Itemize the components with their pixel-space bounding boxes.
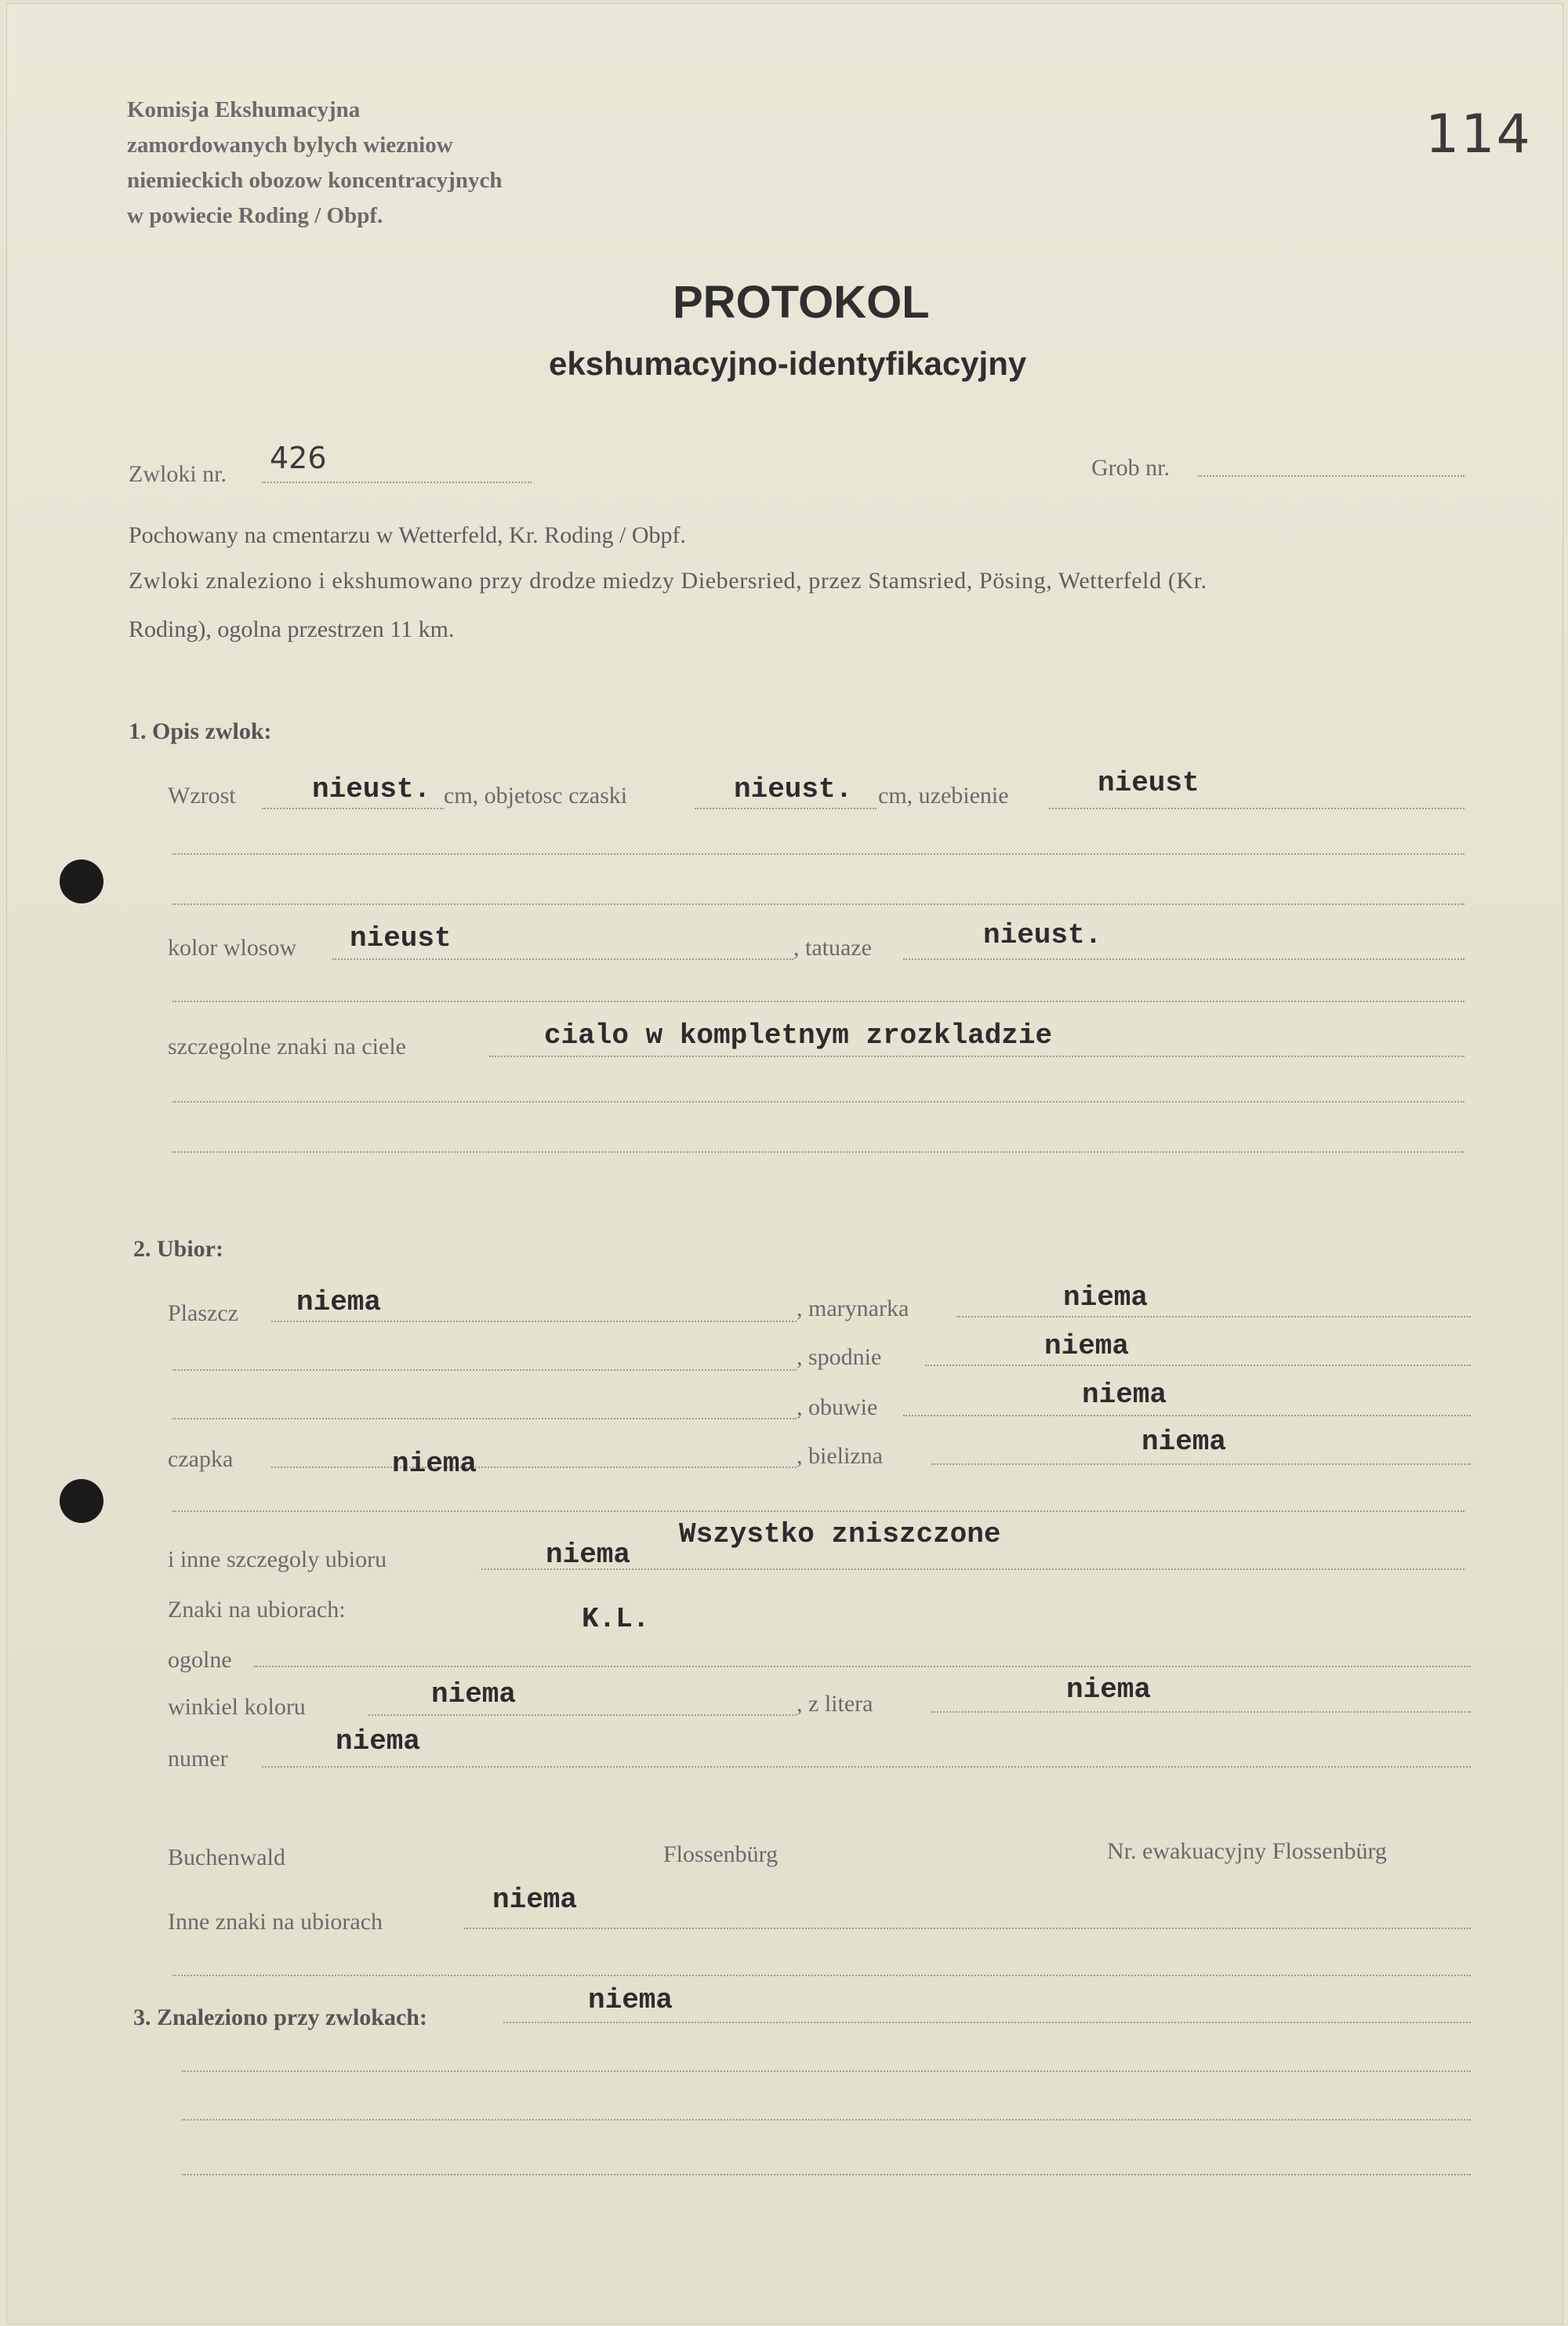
dotted-line	[262, 482, 532, 483]
plaszcz-label: Plaszcz	[168, 1300, 238, 1326]
dotted-line	[182, 2119, 1471, 2121]
marynarka-label: , marynarka	[797, 1296, 909, 1321]
dotted-line	[172, 1369, 797, 1371]
dotted-line	[903, 1415, 1471, 1416]
z-litera-value: niema	[1066, 1674, 1152, 1706]
section-1-heading: 1. Opis zwlok:	[129, 718, 272, 744]
wzrost-label: Wzrost	[168, 783, 236, 809]
bielizna-value: niema	[1142, 1426, 1227, 1458]
dotted-line	[368, 1714, 797, 1716]
tatuaze-value: nieust.	[983, 919, 1102, 951]
dotted-line	[172, 1151, 1465, 1153]
dotted-line	[172, 1101, 1465, 1103]
kolor-wlosow-label: kolor wlosow	[168, 935, 297, 961]
buchenwald-label: Buchenwald	[168, 1844, 285, 1870]
cm-uzebienie-label: cm, uzebienie	[878, 783, 1009, 809]
dotted-line	[931, 1711, 1471, 1713]
dotted-line	[254, 1666, 1471, 1667]
znaki-na-ciele-value: cialo w kompletnym zrozkladzie	[544, 1019, 1053, 1052]
czapka-label: czapka	[168, 1446, 234, 1472]
dotted-line	[182, 2174, 1471, 2175]
czapka-value: niema	[392, 1448, 477, 1480]
dotted-line	[182, 2070, 1471, 2072]
commission-name-line-2: zamordowanych bylych wiezniow	[127, 133, 453, 158]
punch-hole	[60, 1479, 103, 1523]
marynarka-value: niema	[1063, 1281, 1149, 1314]
dotted-line	[695, 808, 877, 809]
winkiel-koloru-label: winkiel koloru	[168, 1694, 306, 1720]
commission-name-line-3: niemieckich obozow koncentracyjnych	[127, 168, 503, 193]
dotted-line	[172, 903, 1465, 905]
nr-ewakuacyjny-label: Nr. ewakuacyjny Flossenbürg	[1107, 1838, 1387, 1864]
wzrost-value: nieust.	[312, 773, 431, 805]
document-title: PROTOKOL	[673, 277, 930, 328]
dotted-line	[172, 1975, 1471, 1976]
grob-label: Grob nr.	[1091, 455, 1170, 481]
inne-szczegoly-value: niema	[546, 1539, 631, 1571]
znaki-na-ubiorach-label: Znaki na ubiorach:	[168, 1597, 346, 1623]
section-3-value: niema	[588, 1984, 673, 2016]
dotted-line	[956, 1316, 1471, 1317]
section-2-heading: 2. Ubior:	[133, 1236, 223, 1262]
znaki-na-ciele-label: szczegolne znaki na ciele	[168, 1034, 406, 1059]
dotted-line	[172, 1418, 797, 1419]
dotted-line	[1198, 475, 1465, 477]
dotted-line	[1049, 808, 1465, 809]
inne-znaki-value: niema	[492, 1884, 578, 1916]
plaszcz-value: niema	[296, 1286, 382, 1318]
uzebienie-value: nieust	[1098, 767, 1200, 799]
page-number: 114	[1425, 104, 1532, 165]
dotted-line	[903, 958, 1465, 960]
numer-value: niema	[336, 1725, 421, 1757]
commission-name-line-1: Komisja Ekshumacyjna	[127, 97, 361, 122]
inne-szczegoly-note: Wszystko zniszczone	[679, 1518, 1001, 1550]
dotted-line	[925, 1365, 1471, 1366]
obuwie-label: , obuwie	[797, 1394, 878, 1420]
czaszka-value: nieust.	[734, 773, 853, 805]
dotted-line	[271, 1466, 797, 1468]
dotted-line	[332, 958, 793, 960]
commission-name-line-4: w powiecie Roding / Obpf.	[127, 203, 383, 228]
burial-place-text: Pochowany na cmentarzu w Wetterfeld, Kr. Roding / Obpf.	[129, 522, 687, 548]
znaki-mark: K.L.	[582, 1603, 650, 1635]
spodnie-label: , spodnie	[797, 1344, 882, 1370]
dotted-line	[262, 1766, 1471, 1768]
ogolne-label: ogolne	[168, 1647, 232, 1673]
found-location-text: Zwloki znaleziono i ekshumowano przy drodze miedzy Diebersried, przez Stamsried, Pösing, Wetterfeld (Kr.	[129, 568, 1207, 594]
cm-czaszka-label: cm, objetosc czaski	[444, 783, 628, 809]
dotted-line	[931, 1463, 1471, 1465]
dotted-line	[262, 808, 444, 809]
dotted-line	[271, 1321, 797, 1322]
dotted-line	[489, 1056, 1465, 1057]
kolor-wlosow-value: nieust	[350, 922, 452, 954]
bielizna-label: , bielizna	[797, 1443, 883, 1469]
tatuaze-label: , tatuaze	[793, 935, 872, 961]
section-3-heading: 3. Znaleziono przy zwlokach:	[133, 2004, 427, 2030]
dotted-line	[503, 2022, 1471, 2023]
inne-znaki-label: Inne znaki na ubiorach	[168, 1909, 383, 1935]
spodnie-value: niema	[1044, 1330, 1130, 1362]
winkiel-koloru-value: niema	[431, 1678, 517, 1710]
zwloki-label: Zwloki nr.	[129, 461, 227, 487]
document-subtitle: ekshumacyjno-identyfikacyjny	[549, 345, 1027, 382]
obuwie-value: niema	[1082, 1379, 1167, 1411]
flossenburg-label: Flossenbürg	[663, 1841, 779, 1867]
found-location-text-continued: Roding), ogolna przestrzen 11 km.	[129, 616, 455, 642]
dotted-line	[172, 1001, 1465, 1002]
dotted-line	[172, 853, 1465, 855]
zwloki-number: 426	[270, 441, 327, 475]
numer-label: numer	[168, 1746, 228, 1772]
dotted-line	[172, 1510, 1465, 1512]
punch-hole	[60, 860, 103, 903]
inne-szczegoly-label: i inne szczegoly ubioru	[168, 1546, 387, 1572]
z-litera-label: , z litera	[797, 1691, 873, 1717]
dotted-line	[464, 1928, 1471, 1929]
